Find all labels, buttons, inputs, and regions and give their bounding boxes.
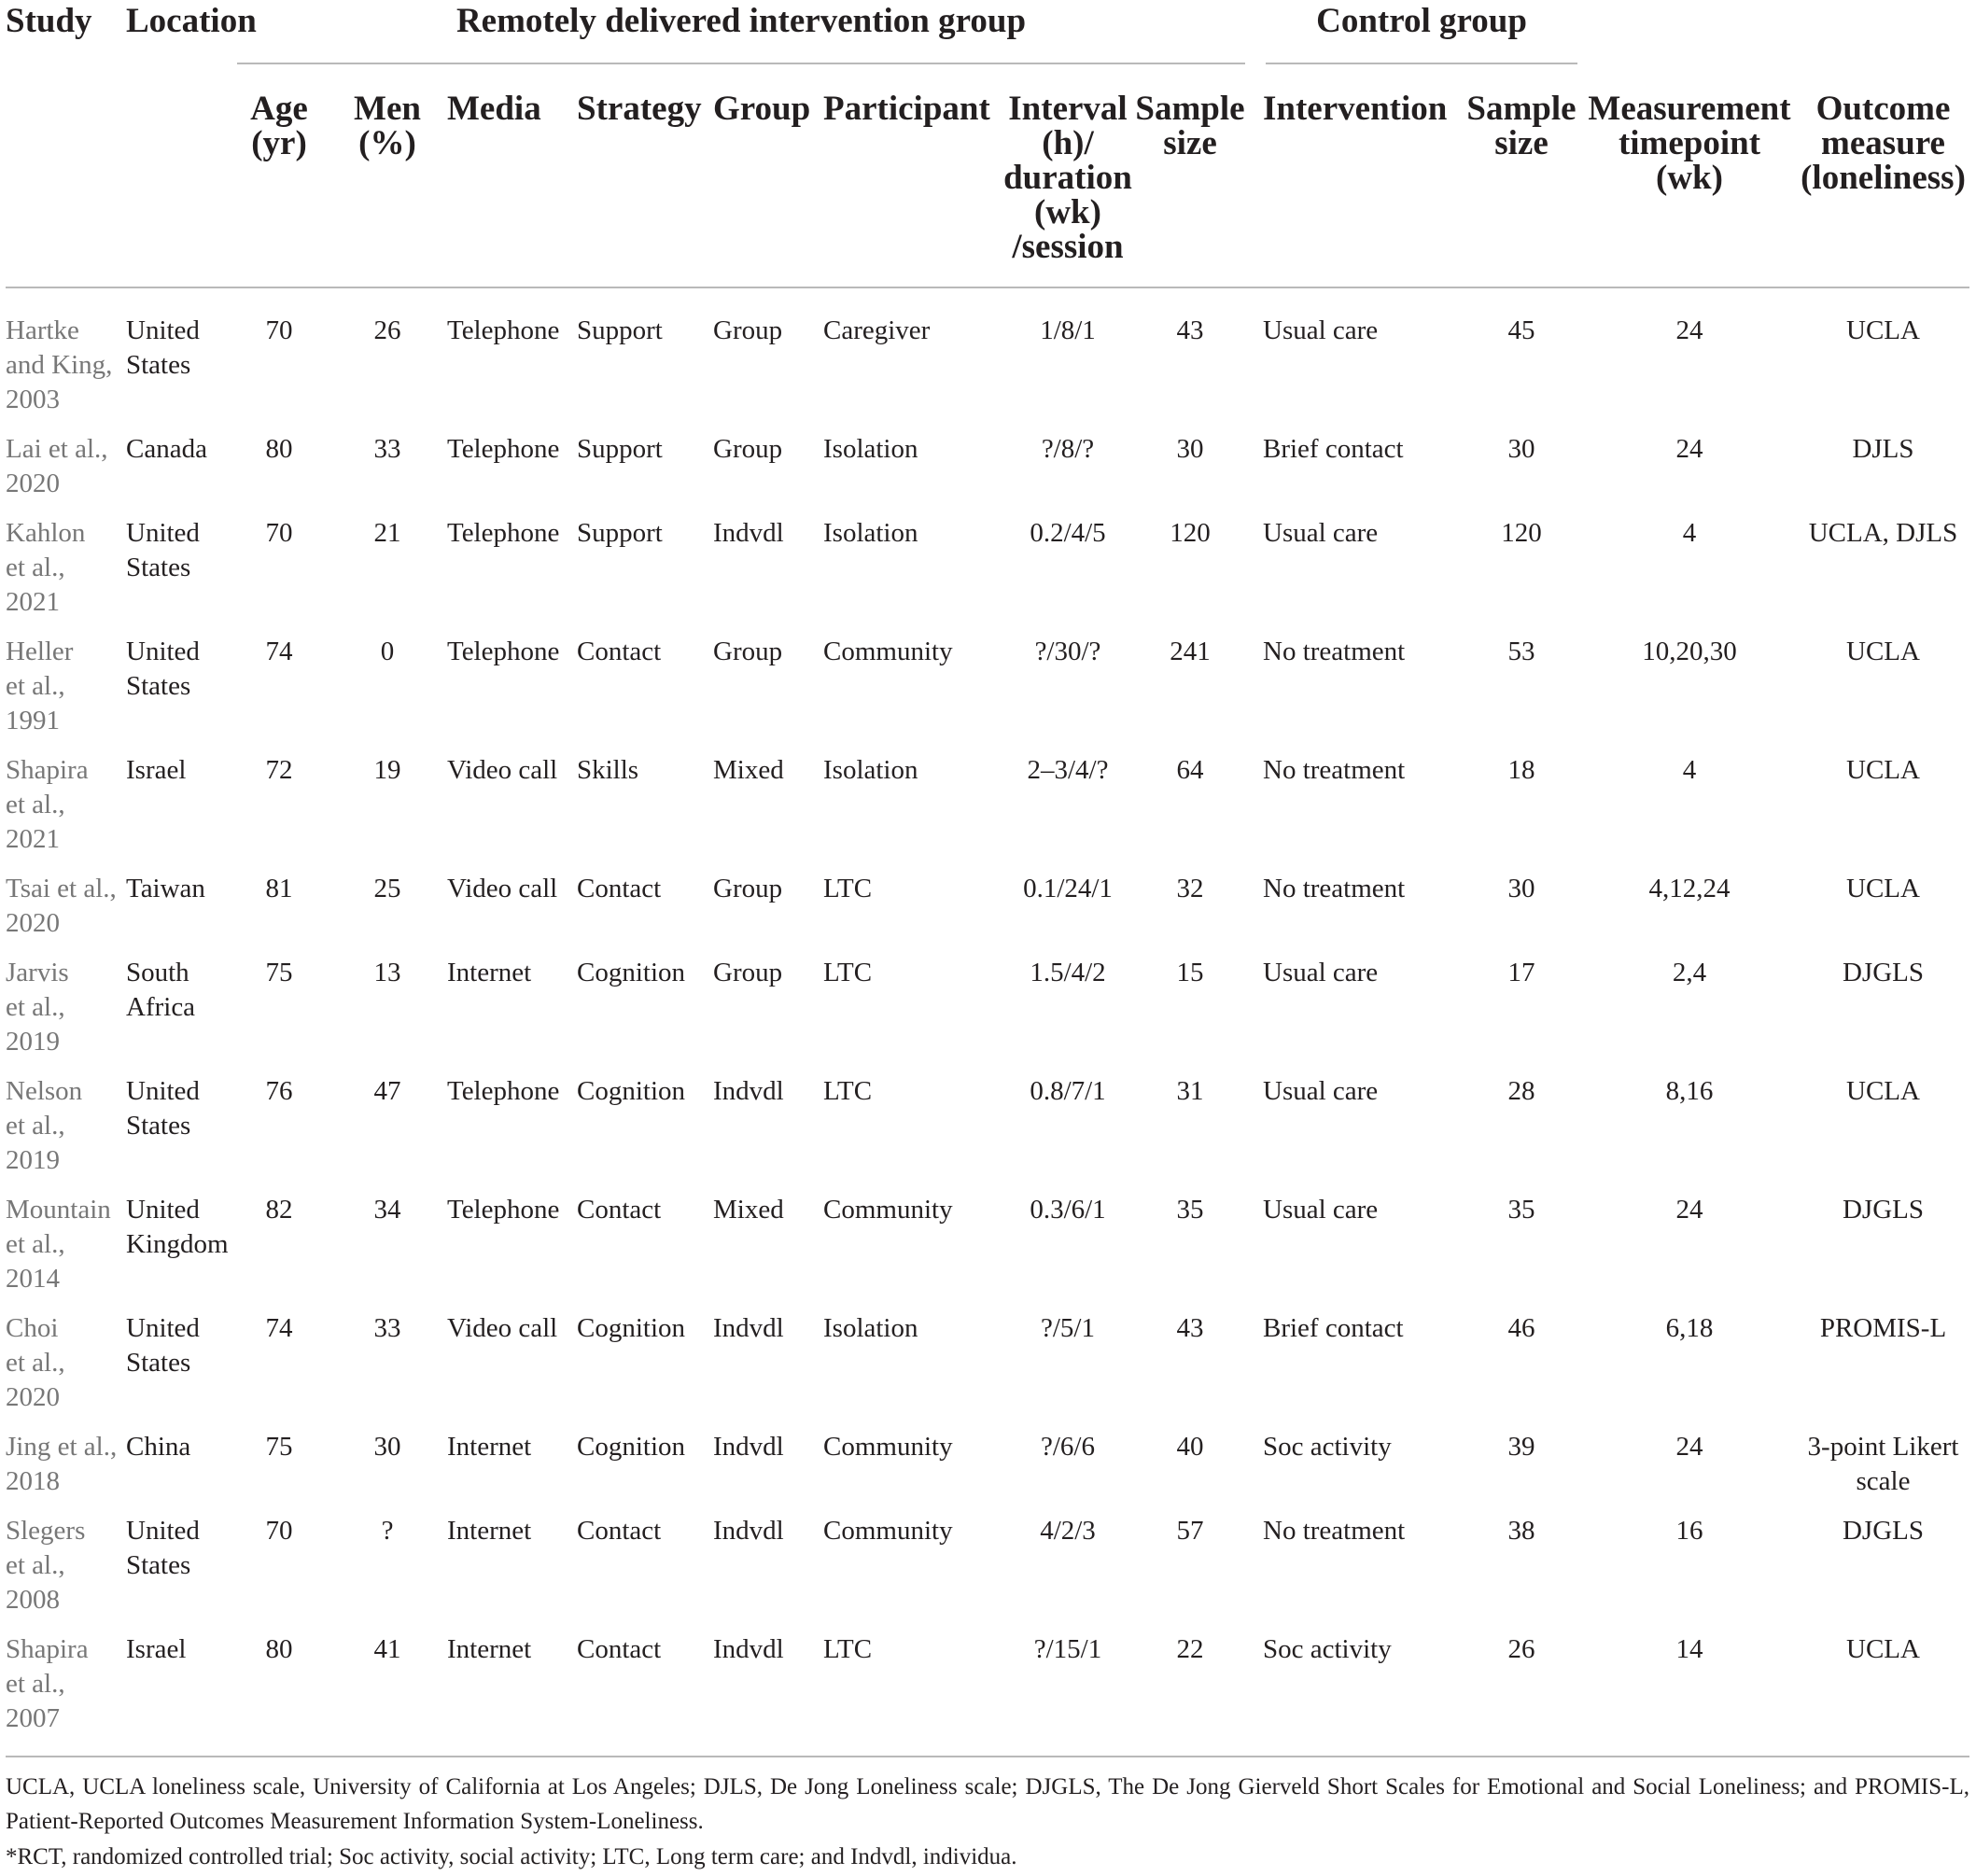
- age-cell: 70: [265, 518, 293, 548]
- header-intervention-group: Remotely delivered intervention group: [455, 2, 1027, 40]
- study-cell-line-2: et al.,: [6, 1550, 65, 1580]
- location-cell-line-1: United: [126, 1076, 200, 1106]
- study-cell-line-2: 2018: [6, 1466, 60, 1496]
- location-cell-line-1: United: [126, 637, 200, 666]
- interval-cell: 1/8/1: [1040, 315, 1096, 345]
- study-cell-line-3: 2020: [6, 1382, 60, 1412]
- men-cell: 13: [373, 958, 401, 987]
- control-intervention-cell: Soc activity: [1263, 1634, 1392, 1664]
- group-cell: Group: [713, 434, 783, 464]
- group-cell: Indvdl: [713, 518, 784, 548]
- interval-cell: ?/30/?: [1034, 637, 1101, 666]
- control-intervention-cell: No treatment: [1263, 755, 1406, 785]
- location-cell-line-1: United: [126, 518, 200, 548]
- study-cell-line-3: 2019: [6, 1027, 60, 1057]
- group-cell: Group: [713, 874, 783, 903]
- location-cell-line-2: States: [126, 350, 191, 380]
- sample-size-cell: 43: [1176, 1313, 1204, 1343]
- outcome-cell: UCLA: [1846, 874, 1920, 903]
- age-cell: 81: [265, 874, 293, 903]
- strategy-cell: Contact: [577, 874, 662, 903]
- media-cell: Telephone: [447, 434, 560, 464]
- control-sample-size-cell: 38: [1507, 1516, 1535, 1546]
- footnote-rct: *RCT, randomized controlled trial; Soc activity, social activity; LTC, Long term care; and Indvdl, individua.: [6, 1844, 1017, 1869]
- study-cell-line-1: Jarvis: [6, 958, 69, 987]
- location-cell-line-2: States: [126, 1550, 191, 1580]
- control-intervention-cell: Soc activity: [1263, 1432, 1392, 1462]
- control-sample-size-cell: 53: [1507, 637, 1535, 666]
- study-cell-line-3: 2019: [6, 1145, 60, 1175]
- study-cell-line-2: 2020: [6, 469, 60, 498]
- header-interval-line-5: /session: [1012, 228, 1124, 266]
- study-cell-line-3: 2003: [6, 385, 60, 414]
- study-cell-line-1: Lai et al.,: [6, 434, 108, 464]
- sample-size-cell: 64: [1176, 755, 1204, 785]
- outcome-cell: UCLA: [1846, 755, 1920, 785]
- outcome-cell: UCLA: [1846, 1076, 1920, 1106]
- age-cell: 75: [265, 1432, 293, 1462]
- control-sample-size-cell: 18: [1507, 755, 1535, 785]
- group-cell: Indvdl: [713, 1076, 784, 1106]
- age-cell: 72: [265, 755, 293, 785]
- control-intervention-cell: Brief contact: [1263, 1313, 1404, 1343]
- outcome-cell: DJGLS: [1842, 1195, 1924, 1225]
- participant-cell: Community: [823, 1195, 953, 1225]
- media-cell: Telephone: [447, 637, 560, 666]
- control-group-rule: [1266, 63, 1577, 64]
- men-cell: 21: [373, 518, 401, 548]
- location-cell: Israel: [126, 1634, 187, 1664]
- footnote-abbreviations: UCLA, UCLA loneliness scale, University of California at Los Angeles; DJLS, De Jong Loneliness scale; DJGLS, The De Jong Gierveld Short Scales for Emotional and Social Loneliness; and PROMIS-L, Patient-Reported Outcomes Measurement Information System-Loneliness.: [6, 1774, 1969, 1834]
- table-bottom-rule: [6, 1756, 1969, 1757]
- strategy-cell: Contact: [577, 637, 662, 666]
- media-cell: Telephone: [447, 1195, 560, 1225]
- sample-size-cell: 40: [1176, 1432, 1204, 1462]
- group-cell: Group: [713, 315, 783, 345]
- participant-cell: Community: [823, 637, 953, 666]
- timepoint-cell: 24: [1675, 434, 1703, 464]
- age-cell: 82: [265, 1195, 293, 1225]
- location-cell: Canada: [126, 434, 207, 464]
- strategy-cell: Cognition: [577, 1076, 686, 1106]
- header-outcome-line-1: Outcome: [1815, 90, 1951, 128]
- strategy-cell: Support: [577, 315, 663, 345]
- men-cell: 19: [373, 755, 401, 785]
- timepoint-cell: 24: [1675, 1195, 1703, 1225]
- study-cell-line-2: et al.,: [6, 1111, 65, 1141]
- location-cell-line-2: States: [126, 553, 191, 582]
- header-control-sample-size-line-1: Sample: [1466, 90, 1577, 128]
- control-intervention-cell: Usual care: [1263, 1076, 1379, 1106]
- study-cell-line-3: 1991: [6, 706, 60, 735]
- header-participant: Participant: [823, 90, 990, 128]
- sample-size-cell: 57: [1176, 1516, 1204, 1546]
- men-cell: 25: [373, 874, 401, 903]
- header-measurement-line-2: timepoint: [1618, 124, 1761, 162]
- header-intervention: Intervention: [1263, 90, 1448, 128]
- group-cell: Mixed: [713, 1195, 784, 1225]
- sample-size-cell: 30: [1176, 434, 1204, 464]
- interval-cell: 0.1/24/1: [1023, 874, 1113, 903]
- strategy-cell: Support: [577, 434, 663, 464]
- media-cell: Internet: [447, 958, 532, 987]
- age-cell: 75: [265, 958, 293, 987]
- location-cell-line-2: Kingdom: [126, 1229, 229, 1259]
- interval-cell: 0.2/4/5: [1030, 518, 1106, 548]
- study-cell-line-1: Shapira: [6, 755, 89, 785]
- strategy-cell: Contact: [577, 1516, 662, 1546]
- location-cell-line-2: States: [126, 1111, 191, 1141]
- men-cell: 30: [373, 1432, 401, 1462]
- age-cell: 80: [265, 434, 293, 464]
- timepoint-cell: 10,20,30: [1642, 637, 1737, 666]
- media-cell: Internet: [447, 1516, 532, 1546]
- control-intervention-cell: Usual care: [1263, 1195, 1379, 1225]
- sample-size-cell: 43: [1176, 315, 1204, 345]
- header-age-line-2: (yr): [251, 124, 307, 162]
- header-interval-line-2: (h)/: [1042, 124, 1094, 162]
- strategy-cell: Support: [577, 518, 663, 548]
- header-measurement-line-3: (wk): [1656, 159, 1723, 197]
- control-intervention-cell: Usual care: [1263, 315, 1379, 345]
- header-interval-line-4: (wk): [1034, 193, 1101, 231]
- media-cell: Internet: [447, 1432, 532, 1462]
- outcome-cell: PROMIS-L: [1819, 1313, 1947, 1343]
- intervention-group-rule: [237, 63, 1245, 64]
- control-sample-size-cell: 120: [1501, 518, 1542, 548]
- timepoint-cell: 4: [1682, 518, 1697, 548]
- group-cell: Group: [713, 637, 783, 666]
- study-cell-line-2: et al.,: [6, 1229, 65, 1259]
- control-sample-size-cell: 39: [1507, 1432, 1535, 1462]
- study-cell-line-3: 2021: [6, 824, 60, 854]
- location-cell-line-2: Africa: [126, 992, 196, 1022]
- media-cell: Internet: [447, 1634, 532, 1664]
- location-cell: Israel: [126, 755, 187, 785]
- outcome-cell-line-2: scale: [1856, 1466, 1911, 1496]
- sample-size-cell: 35: [1176, 1195, 1204, 1225]
- group-cell: Mixed: [713, 755, 784, 785]
- study-cell-line-2: et al.,: [6, 790, 65, 819]
- media-cell: Video call: [447, 755, 558, 785]
- control-intervention-cell: No treatment: [1263, 874, 1406, 903]
- location-cell: Taiwan: [126, 874, 205, 903]
- control-sample-size-cell: 28: [1507, 1076, 1535, 1106]
- men-cell: 33: [373, 1313, 401, 1343]
- study-cell-line-1: Jing et al.,: [6, 1432, 118, 1462]
- outcome-cell: DJLS: [1852, 434, 1914, 464]
- sample-size-cell: 15: [1176, 958, 1204, 987]
- interval-cell: ?/15/1: [1033, 1634, 1102, 1664]
- strategy-cell: Skills: [577, 755, 639, 785]
- header-group: Group: [713, 90, 811, 128]
- outcome-cell: DJGLS: [1842, 958, 1924, 987]
- interval-cell: 4/2/3: [1040, 1516, 1096, 1546]
- study-cell-line-3: 2007: [6, 1703, 60, 1733]
- study-cell-line-2: et al.,: [6, 671, 65, 701]
- header-measurement-line-1: Measurement: [1588, 90, 1791, 128]
- participant-cell: Isolation: [823, 434, 918, 464]
- media-cell: Telephone: [447, 315, 560, 345]
- header-location: Location: [126, 2, 257, 40]
- participant-cell: LTC: [823, 874, 873, 903]
- participant-cell: LTC: [823, 1634, 873, 1664]
- interval-cell: 0.3/6/1: [1030, 1195, 1106, 1225]
- header-study: Study: [6, 2, 92, 40]
- timepoint-cell: 4,12,24: [1648, 874, 1731, 903]
- sample-size-cell: 241: [1170, 637, 1211, 666]
- study-cell-line-3: 2014: [6, 1264, 60, 1294]
- timepoint-cell: 14: [1675, 1634, 1703, 1664]
- group-cell: Indvdl: [713, 1313, 784, 1343]
- participant-cell: LTC: [823, 958, 873, 987]
- study-cell-line-2: et al.,: [6, 553, 65, 582]
- strategy-cell: Contact: [577, 1634, 662, 1664]
- control-intervention-cell: Usual care: [1263, 958, 1379, 987]
- location-cell-line-1: United: [126, 1516, 200, 1546]
- location-cell-line-2: States: [126, 1348, 191, 1378]
- study-cell-line-1: Shapira: [6, 1634, 89, 1664]
- location-cell-line-1: South: [126, 958, 189, 987]
- study-cell-line-1: Tsai et al.,: [6, 874, 117, 903]
- participant-cell: Isolation: [823, 518, 918, 548]
- interval-cell: ?/5/1: [1041, 1313, 1095, 1343]
- study-cell-line-2: and King,: [6, 350, 113, 380]
- location-cell-line-1: United: [126, 1313, 200, 1343]
- interval-cell: ?/6/6: [1041, 1432, 1095, 1462]
- timepoint-cell: 2,4: [1672, 958, 1707, 987]
- strategy-cell: Cognition: [577, 1432, 686, 1462]
- men-cell: 34: [373, 1195, 401, 1225]
- timepoint-cell: 8,16: [1665, 1076, 1714, 1106]
- study-cell-line-1: Kahlon: [6, 518, 86, 548]
- control-sample-size-cell: 30: [1507, 874, 1535, 903]
- outcome-cell: UCLA, DJLS: [1808, 518, 1958, 548]
- outcome-cell: DJGLS: [1842, 1516, 1924, 1546]
- sample-size-cell: 22: [1176, 1634, 1204, 1664]
- men-cell: 47: [373, 1076, 401, 1106]
- header-interval-line-3: duration: [1003, 159, 1132, 197]
- participant-cell: Isolation: [823, 755, 918, 785]
- header-men-line-1: Men: [354, 90, 421, 128]
- control-intervention-cell: No treatment: [1263, 637, 1406, 666]
- participant-cell: Community: [823, 1432, 953, 1462]
- header-strategy: Strategy: [577, 90, 702, 128]
- age-cell: 74: [265, 1313, 293, 1343]
- control-sample-size-cell: 30: [1507, 434, 1535, 464]
- header-control-group: Control group: [1316, 2, 1527, 40]
- men-cell: ?: [381, 1516, 394, 1546]
- study-cell-line-1: Choi: [6, 1313, 59, 1343]
- age-cell: 80: [265, 1634, 293, 1664]
- control-sample-size-cell: 45: [1507, 315, 1535, 345]
- interval-cell: 0.8/7/1: [1030, 1076, 1106, 1106]
- study-cell-line-2: et al.,: [6, 1669, 65, 1699]
- control-sample-size-cell: 26: [1507, 1634, 1535, 1664]
- age-cell: 70: [265, 315, 293, 345]
- study-cell-line-1: Hartke: [6, 315, 79, 345]
- control-sample-size-cell: 46: [1507, 1313, 1535, 1343]
- control-intervention-cell: Brief contact: [1263, 434, 1404, 464]
- strategy-cell: Cognition: [577, 1313, 686, 1343]
- study-cell-line-1: Nelson: [6, 1076, 83, 1106]
- group-cell: Group: [713, 958, 783, 987]
- control-sample-size-cell: 35: [1507, 1195, 1535, 1225]
- study-cell-line-3: 2008: [6, 1585, 60, 1615]
- timepoint-cell: 24: [1675, 315, 1703, 345]
- media-cell: Telephone: [447, 518, 560, 548]
- header-sample-size-line-1: Sample: [1135, 90, 1245, 128]
- study-cell-line-2: et al.,: [6, 1348, 65, 1378]
- group-cell: Indvdl: [713, 1634, 784, 1664]
- control-intervention-cell: Usual care: [1263, 518, 1379, 548]
- group-cell: Indvdl: [713, 1432, 784, 1462]
- outcome-cell: UCLA: [1846, 637, 1920, 666]
- control-intervention-cell: No treatment: [1263, 1516, 1406, 1546]
- location-cell: China: [126, 1432, 191, 1462]
- control-sample-size-cell: 17: [1507, 958, 1535, 987]
- study-cell-line-3: 2021: [6, 587, 60, 617]
- interval-cell: 1.5/4/2: [1030, 958, 1106, 987]
- location-cell-line-2: States: [126, 671, 191, 701]
- header-outcome-line-3: (loneliness): [1801, 159, 1966, 197]
- age-cell: 76: [265, 1076, 293, 1106]
- men-cell: 26: [373, 315, 401, 345]
- sample-size-cell: 120: [1170, 518, 1211, 548]
- header-age-line-1: Age: [250, 90, 308, 128]
- sample-size-cell: 32: [1176, 874, 1204, 903]
- timepoint-cell: 24: [1675, 1432, 1703, 1462]
- men-cell: 0: [380, 637, 395, 666]
- sample-size-cell: 31: [1176, 1076, 1204, 1106]
- study-cell-line-2: 2020: [6, 908, 60, 938]
- strategy-cell: Cognition: [577, 958, 686, 987]
- header-media: Media: [447, 90, 541, 128]
- strategy-cell: Contact: [577, 1195, 662, 1225]
- participant-cell: LTC: [823, 1076, 873, 1106]
- participant-cell: Isolation: [823, 1313, 918, 1343]
- header-control-sample-size-line-2: size: [1494, 124, 1549, 162]
- media-cell: Telephone: [447, 1076, 560, 1106]
- location-cell-line-1: United: [126, 1195, 200, 1225]
- group-cell: Indvdl: [713, 1516, 784, 1546]
- header-men-line-2: (%): [358, 124, 416, 162]
- interval-cell: 2–3/4/?: [1027, 755, 1109, 785]
- timepoint-cell: 6,18: [1665, 1313, 1714, 1343]
- header-bottom-rule: [6, 287, 1969, 288]
- study-cell-line-1: Slegers: [6, 1516, 86, 1546]
- outcome-cell-line-1: 3-point Likert: [1807, 1432, 1959, 1462]
- header-sample-size-line-2: size: [1163, 124, 1217, 162]
- header-interval-line-1: Interval: [1008, 90, 1128, 128]
- study-cell-line-1: Heller: [6, 637, 74, 666]
- location-cell-line-1: United: [126, 315, 200, 345]
- outcome-cell: UCLA: [1846, 1634, 1920, 1664]
- age-cell: 74: [265, 637, 293, 666]
- media-cell: Video call: [447, 874, 558, 903]
- participant-cell: Caregiver: [823, 315, 931, 345]
- header-outcome-line-2: measure: [1821, 124, 1945, 162]
- outcome-cell: UCLA: [1846, 315, 1920, 345]
- study-cell-line-2: et al.,: [6, 992, 65, 1022]
- men-cell: 33: [373, 434, 401, 464]
- study-cell-line-1: Mountain: [6, 1195, 111, 1225]
- timepoint-cell: 16: [1675, 1516, 1703, 1546]
- men-cell: 41: [373, 1634, 401, 1664]
- participant-cell: Community: [823, 1516, 953, 1546]
- age-cell: 70: [265, 1516, 293, 1546]
- interval-cell: ?/8/?: [1041, 434, 1095, 464]
- media-cell: Video call: [447, 1313, 558, 1343]
- timepoint-cell: 4: [1682, 755, 1697, 785]
